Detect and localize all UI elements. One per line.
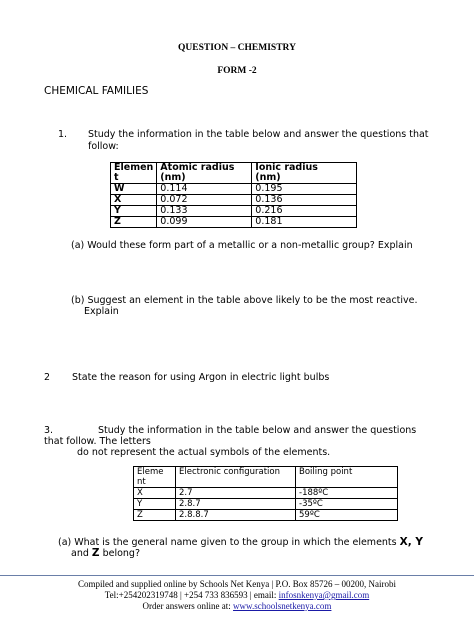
table-cell: -188ºC xyxy=(296,488,398,499)
header-cell-ionic-radius: Ionic radius (nm) xyxy=(252,163,357,184)
section-heading: CHEMICAL FAMILIES xyxy=(44,85,149,97)
table-cell: Z xyxy=(111,217,157,228)
question-1-text-line2: follow: xyxy=(88,141,119,152)
table-cell: 0.133 xyxy=(157,206,252,217)
question-3a-text-and: and xyxy=(71,548,89,559)
table-cell: X xyxy=(111,195,157,206)
table-row xyxy=(111,206,357,217)
table-cell: Y xyxy=(111,206,157,217)
document-title: QUESTION – CHEMISTRY xyxy=(178,43,296,53)
table-cell: W xyxy=(111,184,157,195)
footer-order-text: Order answers online at: xyxy=(142,601,234,611)
table-cell: 2.8.7 xyxy=(176,499,296,510)
footer-divider xyxy=(0,575,474,576)
question-1b-text-line2: Explain xyxy=(84,306,119,317)
footer-order-line xyxy=(0,601,474,612)
question-3a-text: (a) What is the general name given to the group in which the elements xyxy=(58,537,397,548)
table-header-row xyxy=(111,163,357,184)
table-cell: 0.195 xyxy=(252,184,357,195)
footer-website-link[interactable]: www.schoolsnetkenya.com xyxy=(233,601,332,611)
table-row xyxy=(111,195,357,206)
table-cell: Y xyxy=(134,499,176,510)
question-2-number: 2 xyxy=(44,372,51,383)
table-cell: 0.181 xyxy=(252,217,357,228)
footer-email-link[interactable]: infosnkenya@gmail.com xyxy=(278,590,370,600)
electron-config-table xyxy=(133,466,398,521)
table-cell: 0.099 xyxy=(157,217,252,228)
header-cell-atomic-radius: Atomic radius (nm) xyxy=(157,163,252,184)
question-3a-text-belong: belong? xyxy=(102,548,140,559)
table-cell: X xyxy=(134,488,176,499)
question-3-number: 3. xyxy=(44,425,54,436)
element-letters-xy: X, Y xyxy=(399,536,423,548)
table-header-row xyxy=(134,467,398,488)
question-1-text-line1: Study the information in the table below and answer the questions that xyxy=(88,129,429,140)
element-letter-z: Z xyxy=(91,547,100,559)
table-cell: 2.8.8.7 xyxy=(176,510,296,521)
table-cell: 0.072 xyxy=(157,195,252,206)
table-cell: -35ºC xyxy=(296,499,398,510)
table-cell: Z xyxy=(134,510,176,521)
header-cell-boiling-point: Boiling point xyxy=(296,467,398,488)
element-radius-table xyxy=(110,162,357,228)
header-cell-element: Eleme nt xyxy=(134,467,176,488)
question-1-number: 1. xyxy=(58,129,68,140)
table-cell: 0.216 xyxy=(252,206,357,217)
question-2-text: State the reason for using Argon in electric light bulbs xyxy=(72,372,330,383)
table-row xyxy=(111,184,357,195)
question-3-text-line2: that follow. The letters xyxy=(44,436,151,447)
table-row xyxy=(134,488,398,499)
header-cell-element: Elemen t xyxy=(111,163,157,184)
footer-phone-text: Tel:+254202319748 | +254 733 836593 | email: xyxy=(104,590,279,600)
question-3-text-line1: Study the information in the table below and answer the questions xyxy=(98,425,417,436)
table-row xyxy=(134,510,398,521)
header-cell-electronic-configuration: Electronic configuration xyxy=(176,467,296,488)
footer-contact-line xyxy=(0,590,474,601)
table-cell: 2.7 xyxy=(176,488,296,499)
form-label: FORM -2 xyxy=(217,66,257,76)
table-row xyxy=(111,217,357,228)
table-cell: 0.136 xyxy=(252,195,357,206)
question-3a-text-line2 xyxy=(71,547,140,559)
footer-compiled-line: Compiled and supplied online by Schools Net Kenya | P.O. Box 85726 – 00200, Nairobi xyxy=(77,579,397,589)
question-1b-text-line1: (b) Suggest an element in the table above likely to be the most reactive. xyxy=(71,295,418,306)
table-cell: 0.114 xyxy=(157,184,252,195)
question-3-text-line3: do not represent the actual symbols of the elements. xyxy=(77,447,331,458)
table-cell: 59ºC xyxy=(296,510,398,521)
question-1a-text: (a) Would these form part of a metallic or a non-metallic group? Explain xyxy=(71,240,413,251)
table-row xyxy=(134,499,398,510)
